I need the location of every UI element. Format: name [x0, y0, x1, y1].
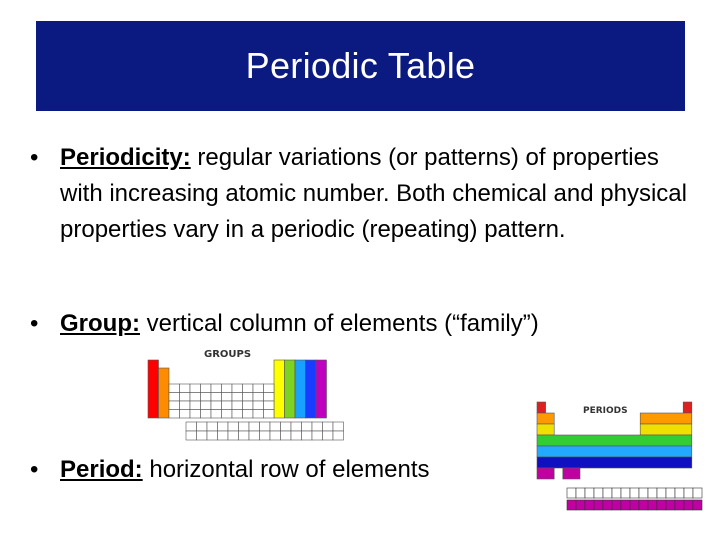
f-block-cell — [239, 422, 250, 431]
grid-cell — [222, 384, 233, 393]
f-block-cell — [567, 488, 576, 498]
f-block-cell — [228, 431, 239, 440]
f-block-cell — [302, 422, 313, 431]
f-block-cell — [281, 422, 292, 431]
f-block-cell — [648, 488, 657, 498]
f-block-cell — [197, 422, 208, 431]
bullet-dot: • — [30, 310, 39, 337]
f-block-cell — [630, 488, 639, 498]
grid-cell — [264, 410, 275, 419]
period-cell — [537, 402, 546, 413]
f-block-cell — [630, 500, 639, 510]
f-block-cell — [648, 500, 657, 510]
grid-cell — [190, 393, 201, 402]
period-row — [537, 413, 554, 424]
grid-cell — [253, 410, 264, 419]
f-block-cell — [684, 500, 693, 510]
groups-f-block — [186, 422, 344, 440]
f-block-cell — [666, 500, 675, 510]
group-column — [295, 360, 306, 418]
f-block-cell — [333, 431, 344, 440]
f-block-cell — [323, 422, 334, 431]
grid-cell — [201, 401, 212, 410]
period-row — [537, 468, 554, 479]
grid-cell — [211, 410, 222, 419]
grid-cell — [190, 401, 201, 410]
period-row — [563, 468, 580, 479]
periods-image-label: PERIODS — [583, 406, 628, 416]
f-block-cell — [684, 488, 693, 498]
f-block-cell — [323, 431, 334, 440]
grid-cell — [169, 410, 180, 419]
f-block-cell — [585, 500, 594, 510]
f-block-cell — [657, 488, 666, 498]
period-row — [537, 435, 692, 446]
grid-cell — [264, 401, 275, 410]
grid-cell — [190, 384, 201, 393]
grid-cell — [201, 410, 212, 419]
bullet-dot: • — [30, 144, 39, 171]
grid-cell — [180, 393, 191, 402]
f-block-cell — [612, 488, 621, 498]
groups-grid-lines — [169, 384, 274, 418]
definition-periodicity: regular variations (or patterns) of properties with increasing atomic number. Both chemical and physical properties vary in a periodic (repeating) pattern. — [60, 144, 687, 243]
f-block-cell — [249, 422, 260, 431]
f-block-cell — [333, 422, 344, 431]
group-column — [148, 360, 159, 418]
f-block-cell — [693, 488, 702, 498]
f-block-cell — [666, 488, 675, 498]
f-block-cell — [281, 431, 292, 440]
periods-periodic-table-image — [535, 398, 707, 514]
f-block-cell — [612, 500, 621, 510]
f-block-cell — [639, 500, 648, 510]
period-row — [537, 446, 692, 457]
f-block-cell — [594, 500, 603, 510]
grid-cell — [180, 410, 191, 419]
period-cell — [683, 402, 692, 413]
grid-cell — [232, 401, 243, 410]
f-block-cell — [312, 422, 323, 431]
group-column — [274, 360, 285, 418]
f-block-cell — [260, 431, 271, 440]
f-block-cell — [291, 422, 302, 431]
f-block-cell — [302, 431, 313, 440]
f-block-cell — [291, 431, 302, 440]
group-column — [316, 360, 327, 418]
grid-cell — [232, 410, 243, 419]
periods-f-block — [567, 488, 702, 510]
grid-cell — [243, 384, 254, 393]
period-row — [537, 457, 692, 468]
grid-cell — [253, 384, 264, 393]
f-block-cell — [594, 488, 603, 498]
grid-cell — [190, 410, 201, 419]
title-bar — [36, 21, 685, 111]
f-block-cell — [621, 488, 630, 498]
grid-cell — [180, 384, 191, 393]
groups-periodic-table-image — [146, 344, 358, 444]
grid-cell — [169, 384, 180, 393]
bullet-content — [60, 452, 560, 488]
group-column — [285, 360, 296, 418]
grid-cell — [243, 393, 254, 402]
grid-cell — [201, 384, 212, 393]
f-block-cell — [218, 422, 229, 431]
grid-cell — [253, 393, 264, 402]
bullet-content — [60, 140, 690, 248]
grid-cell — [169, 401, 180, 410]
f-block-cell — [207, 422, 218, 431]
grid-cell — [232, 384, 243, 393]
bullet-content — [60, 306, 700, 342]
grid-cell — [222, 410, 233, 419]
slide-title: Periodic Table — [245, 45, 476, 86]
group-column — [306, 360, 317, 418]
f-block-cell — [603, 488, 612, 498]
grid-cell — [253, 401, 264, 410]
grid-cell — [232, 393, 243, 402]
term-periodicity: Periodicity: — [60, 144, 191, 171]
bullet-dot: • — [30, 456, 39, 483]
grid-cell — [264, 393, 275, 402]
f-block-cell — [567, 500, 576, 510]
grid-cell — [211, 384, 222, 393]
term-group: Group: — [60, 310, 140, 337]
f-block-cell — [603, 500, 612, 510]
grid-cell — [180, 401, 191, 410]
f-block-cell — [585, 488, 594, 498]
grid-cell — [243, 410, 254, 419]
grid-cell — [222, 393, 233, 402]
f-block-cell — [270, 431, 281, 440]
f-block-cell — [186, 431, 197, 440]
f-block-cell — [657, 500, 666, 510]
f-block-cell — [207, 431, 218, 440]
f-block-cell — [186, 422, 197, 431]
f-block-cell — [576, 500, 585, 510]
f-block-cell — [675, 500, 684, 510]
group-column — [159, 368, 170, 418]
grid-cell — [211, 401, 222, 410]
grid-cell — [201, 393, 212, 402]
f-block-cell — [576, 488, 585, 498]
f-block-cell — [693, 500, 702, 510]
period-row — [537, 424, 554, 435]
grid-cell — [169, 393, 180, 402]
grid-cell — [264, 384, 275, 393]
definition-period: horizontal row of elements — [142, 456, 430, 483]
f-block-cell — [239, 431, 250, 440]
f-block-cell — [621, 500, 630, 510]
definition-group: vertical column of elements (“family”) — [139, 310, 539, 337]
period-row — [640, 424, 692, 435]
grid-cell — [222, 401, 233, 410]
f-block-cell — [249, 431, 260, 440]
term-period: Period: — [60, 456, 143, 483]
f-block-cell — [197, 431, 208, 440]
f-block-cell — [260, 422, 271, 431]
f-block-cell — [270, 422, 281, 431]
grid-cell — [211, 393, 222, 402]
f-block-cell — [218, 431, 229, 440]
f-block-cell — [639, 488, 648, 498]
f-block-cell — [312, 431, 323, 440]
period-row — [640, 413, 692, 424]
groups-image-label: GROUPS — [204, 349, 252, 360]
f-block-cell — [675, 488, 684, 498]
f-block-cell — [228, 422, 239, 431]
grid-cell — [243, 401, 254, 410]
